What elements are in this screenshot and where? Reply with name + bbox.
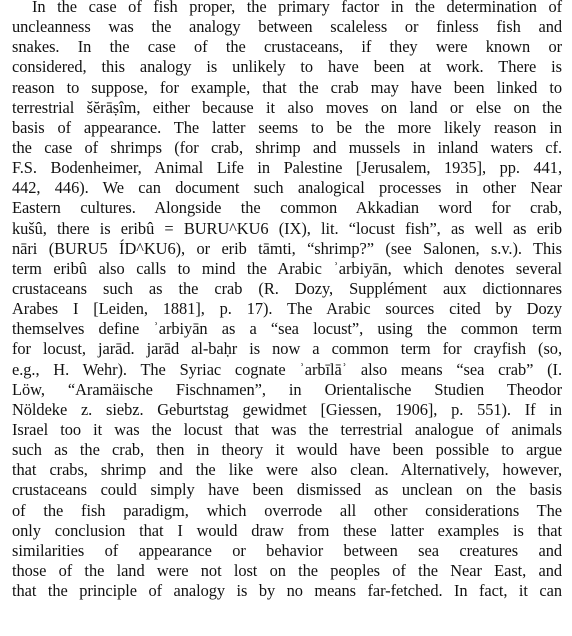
text-line: Nöldeke z. siebz. Geburtstag gewidmet [Giessen, 1906], p. 551). If in [12,399,562,419]
text-line: crustaceans such as the crab (R. Dozy, Supplément aux dictionnares [12,278,562,298]
text-line: e.g., H. Wehr). The Syriac cognate ʾarbīlāʾ also means “sea crab” (I. [12,359,562,379]
text-line: similarities of appearance or behavior between sea creatures and [12,540,562,560]
text-line: Eastern cultures. Alongside the common Akkadian word for crab, [12,198,562,218]
text-line: basis of appearance. The latter seems to be the more likely reason in [12,117,562,137]
text-line: terrestrial šĕrāṣîm, either because it also moves on land or else on the [12,97,562,117]
text-line: such as the crab, then in theory it would have been possible to argue [12,440,562,460]
text-line: that crabs, shrimp and the like were also clean. Alternatively, however, [12,460,562,480]
text-line: that the principle of analogy is by no means far-fetched. In fact, it can [12,581,562,601]
text-line: F.S. Bodenheimer, Animal Life in Palestine [Jerusalem, 1935], pp. 441, [12,158,562,178]
text-line: nāri (BURU5 ÍD^KU6), or erib tāmti, “shrimp?” (see Salonen, s.v.). This [12,238,562,258]
text-line: uncleanness was the analogy between scaleless or finless fish and [12,17,562,37]
text-line: for locust, jarād. jarād al-baḥr is now a common term for crayfish (so, [12,339,562,359]
text-line: Arabes I [Leiden, 1881], p. 17). The Arabic sources cited by Dozy [12,299,562,319]
text-line: themselves define ʾarbiyān as a “sea locust”, using the common term [12,319,562,339]
body-text [12,0,562,601]
text-line: the case of shrimps (for crab, shrimp and mussels in inland waters cf. [12,137,562,157]
text-line: Israel too it was the locust that was the terrestrial analogue of animals [12,419,562,439]
text-line: snakes. In the case of the crustaceans, if they were known or [12,37,562,57]
text-line: In the case of fish proper, the primary factor in the determination of [32,0,562,16]
text-line: 442, 446). We can document such analogical processes in other Near [12,178,562,198]
text-line: kušû, there is eribû = BURU^KU6 (IX), lit. “locust fish”, as well as erib [12,218,562,238]
text-line: term eribû also calls to mind the Arabic ʾarbiyān, which denotes several [12,258,562,278]
text-line: reason to suppose, for example, that the crab may have been linked to [12,77,562,97]
text-line: crustaceans could simply have been dismissed as unclean on the basis [12,480,562,500]
text-line: considered, this analogy is unlikely to have been at work. There is [12,57,562,77]
text-line: Löw, “Aramäische Fischnamen”, in Orientalische Studien Theodor [12,379,562,399]
text-line: only conclusion that I would draw from these latter examples is that [12,520,562,540]
text-line: of the fish paradigm, which overrode all other considerations The [12,500,562,520]
text-line: those of the land were not lost on the peoples of the Near East, and [12,560,562,580]
